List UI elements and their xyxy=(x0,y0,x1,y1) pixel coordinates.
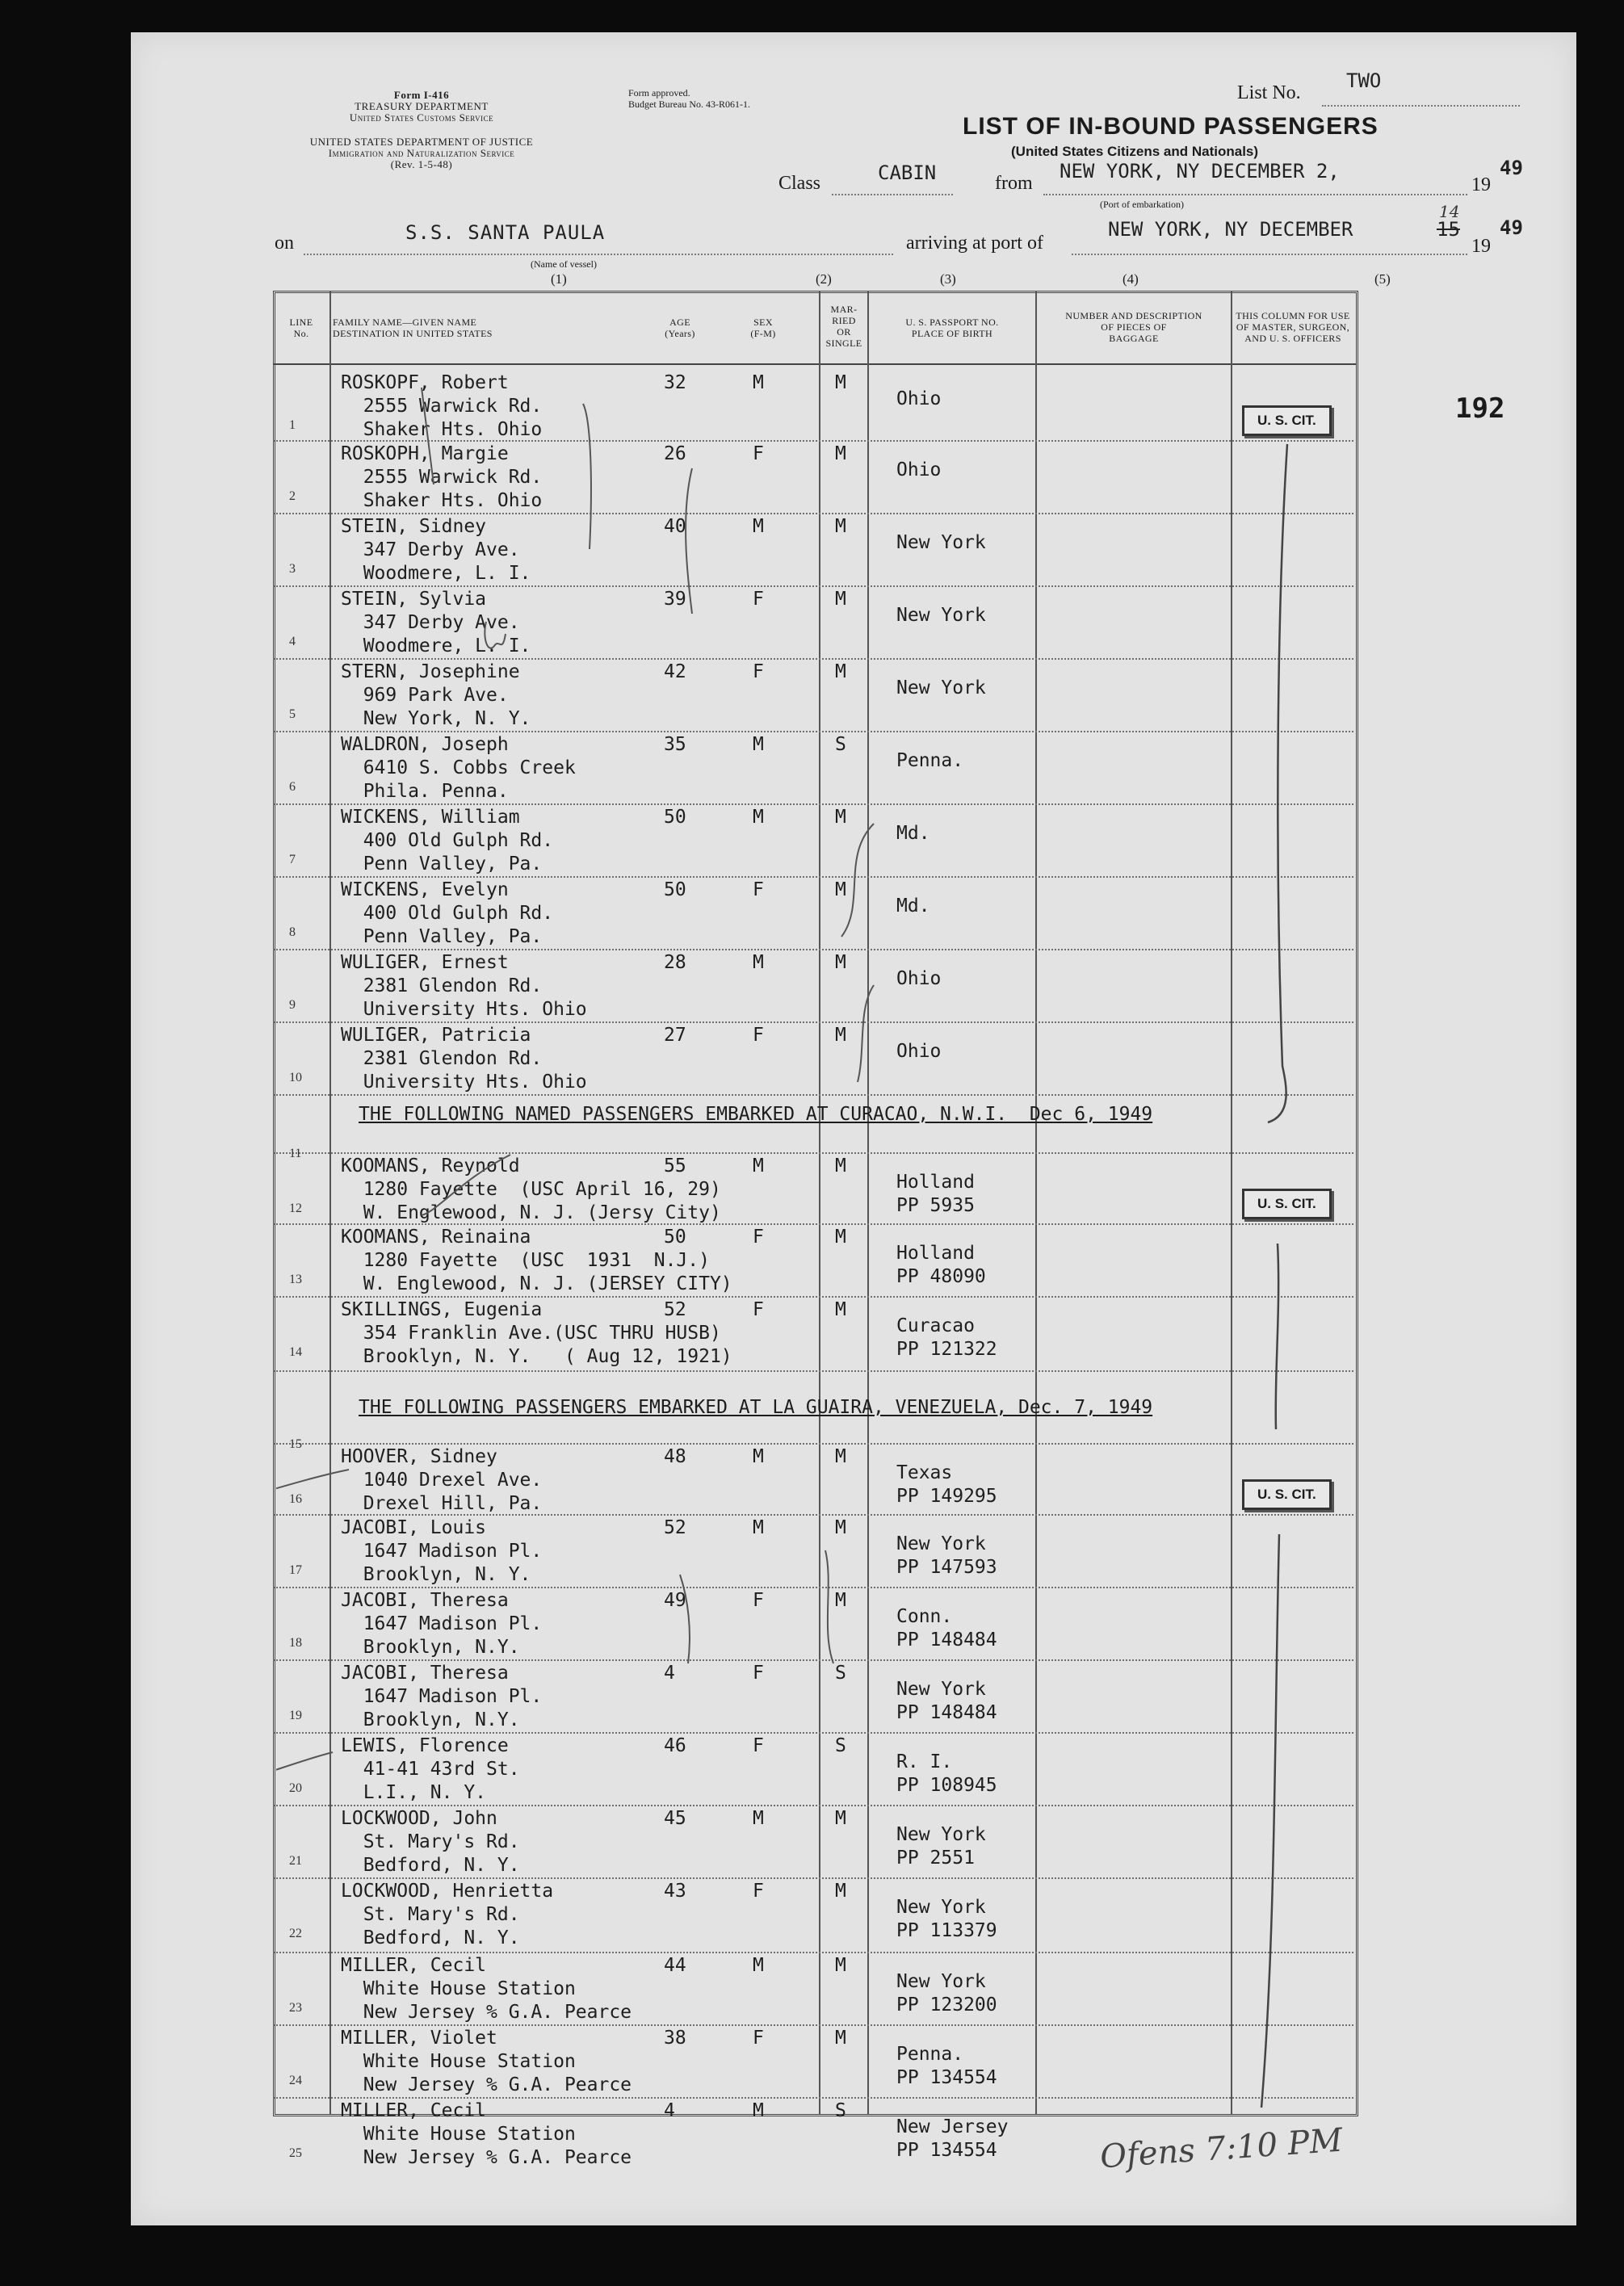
passenger-birthplace-passport: Ohio xyxy=(896,1041,942,1062)
passenger-birthplace-passport: Ohio xyxy=(896,388,942,409)
passenger-sex: F xyxy=(753,1735,764,1756)
line-number: 21 xyxy=(289,1854,302,1868)
passenger-age: 42 xyxy=(664,661,686,682)
passenger-name-address: JACOBI, Theresa 1647 Madison Pl. Brooklyn, N.Y. xyxy=(341,1663,543,1730)
embarkation-banner: THE FOLLOWING NAMED PASSENGERS EMBARKED AT CURACAO, N.W.I. Dec 6, 1949 xyxy=(359,1104,1153,1125)
year-prefix-2: 19 xyxy=(1471,236,1491,257)
passenger-birthplace-passport: New York PP 113379 xyxy=(896,1897,997,1941)
passenger-sex: F xyxy=(753,1227,764,1248)
passenger-birthplace-passport: Md. xyxy=(896,823,930,844)
passenger-birthplace-passport: Holland PP 5935 xyxy=(896,1172,975,1216)
passenger-birthplace-passport: New York PP 147593 xyxy=(896,1533,997,1578)
passenger-name-address: KOOMANS, Reynold 1280 Fayette (USC April 16, 29) W. Englewood, N. J. (Jersy City) xyxy=(341,1156,721,1223)
line-number: 12 xyxy=(289,1202,302,1215)
passenger-birthplace-passport: R. I. PP 108945 xyxy=(896,1751,997,1796)
class-label: Class xyxy=(778,173,821,194)
passenger-marital-status: S xyxy=(835,2100,846,2121)
year-value-1: 49 xyxy=(1500,157,1523,179)
passenger-age: 50 xyxy=(664,879,686,900)
passenger-sex: M xyxy=(753,2100,764,2121)
passenger-marital-status: M xyxy=(835,1808,846,1829)
passenger-age: 48 xyxy=(664,1446,686,1467)
line-number: 19 xyxy=(289,1709,302,1722)
passenger-age: 49 xyxy=(664,1590,686,1611)
passenger-name-address: WICKENS, William 400 Old Gulph Rd. Penn Valley, Pa. xyxy=(341,807,554,875)
passenger-age: 35 xyxy=(664,734,686,755)
line-number: 2 xyxy=(289,489,296,503)
col-header-married: MAR- RIED OR SINGLE xyxy=(825,304,862,349)
us-citizen-stamp: U. S. CIT. xyxy=(1242,1479,1332,1510)
line-number: 6 xyxy=(289,780,296,794)
passenger-birthplace-passport: Ohio xyxy=(896,968,942,989)
passenger-sex: M xyxy=(753,734,764,755)
passenger-name-address: MILLER, Violet White House Station New Jersey % G.A. Pearce xyxy=(341,2028,632,2095)
passenger-age: 32 xyxy=(664,372,686,393)
passenger-age: 39 xyxy=(664,589,686,610)
manifest-sheet xyxy=(131,32,1576,2225)
passenger-marital-status: S xyxy=(835,1663,846,1684)
year-value-2: 49 xyxy=(1500,216,1523,239)
passenger-marital-status: M xyxy=(835,1590,846,1611)
col-header-passport: U. S. PASSPORT NO. PLACE OF BIRTH xyxy=(905,317,999,339)
passenger-marital-status: M xyxy=(835,952,846,973)
dept-treasury: TREASURY DEPARTMENT xyxy=(355,100,489,112)
year-prefix-1: 19 xyxy=(1471,174,1491,195)
line-number: 5 xyxy=(289,707,296,721)
col-header-baggage: NUMBER AND DESCRIPTION OF PIECES OF BAGGAGE xyxy=(1065,310,1202,344)
passenger-sex: M xyxy=(753,1955,764,1976)
passenger-sex: F xyxy=(753,661,764,682)
passenger-age: 27 xyxy=(664,1025,686,1046)
document-title: LIST OF IN-BOUND PASSENGERS xyxy=(963,113,1379,140)
passenger-marital-status: M xyxy=(835,1955,846,1976)
col-header-age: AGE (Years) xyxy=(665,317,695,339)
passenger-birthplace-passport: New York xyxy=(896,605,986,626)
class-value: CABIN xyxy=(878,161,937,184)
embarkation-banner: THE FOLLOWING PASSENGERS EMBARKED AT LA GUAIRA, VENEZUELA, Dec. 7, 1949 xyxy=(359,1397,1153,1418)
passenger-birthplace-passport: Penna. PP 134554 xyxy=(896,2044,997,2088)
passenger-marital-status: M xyxy=(835,1517,846,1538)
passenger-marital-status: S xyxy=(835,734,846,755)
line-number: 9 xyxy=(289,998,296,1012)
passenger-sex: F xyxy=(753,2028,764,2049)
list-no-value: TWO xyxy=(1346,69,1382,92)
passenger-name-address: ROSKOPH, Margie 2555 Warwick Rd. Shaker Hts. Ohio xyxy=(341,443,543,511)
passenger-name-address: WULIGER, Patricia 2381 Glendon Rd. University Hts. Ohio xyxy=(341,1025,587,1093)
passenger-sex: F xyxy=(753,443,764,464)
passenger-age: 44 xyxy=(664,1955,686,1976)
passenger-name-address: KOOMANS, Reinaina 1280 Fayette (USC 1931 N.J.) W. Englewood, N. J. (JERSEY CITY) xyxy=(341,1227,732,1294)
passenger-sex: M xyxy=(753,1517,764,1538)
passenger-marital-status: S xyxy=(835,1735,846,1756)
us-citizen-stamp: U. S. CIT. xyxy=(1242,1189,1332,1219)
passenger-age: 38 xyxy=(664,2028,686,2049)
col-number-3: (3) xyxy=(940,271,956,287)
col-number-1: (1) xyxy=(551,271,567,287)
passenger-age: 40 xyxy=(664,516,686,537)
page-number: 192 xyxy=(1455,392,1505,425)
passenger-name-address: STEIN, Sidney 347 Derby Ave. Woodmere, L. I. xyxy=(341,516,531,584)
passenger-age: 28 xyxy=(664,952,686,973)
passenger-birthplace-passport: Curacao PP 121322 xyxy=(896,1315,997,1360)
passenger-sex: F xyxy=(753,1590,764,1611)
passenger-birthplace-passport: New York xyxy=(896,532,986,553)
passenger-marital-status: M xyxy=(835,1156,846,1177)
passenger-sex: M xyxy=(753,1156,764,1177)
embarkation-port: NEW YORK, NY DECEMBER 2, xyxy=(1060,160,1340,182)
passenger-marital-status: M xyxy=(835,2028,846,2049)
line-number: 24 xyxy=(289,2074,302,2087)
officer-bracket-marks xyxy=(1245,436,1342,2132)
line-number: 10 xyxy=(289,1071,302,1084)
passenger-sex: F xyxy=(753,1025,764,1046)
line-number: 7 xyxy=(289,853,296,866)
passenger-age: 45 xyxy=(664,1808,686,1829)
line-number: 11 xyxy=(289,1147,302,1160)
line-number: 4 xyxy=(289,635,296,648)
passenger-name-address: MILLER, Cecil White House Station New Jersey % G.A. Pearce xyxy=(341,1955,632,2023)
passenger-marital-status: M xyxy=(835,1227,846,1248)
passenger-birthplace-passport: Holland PP 48090 xyxy=(896,1243,986,1287)
passenger-marital-status: M xyxy=(835,589,846,610)
passenger-marital-status: M xyxy=(835,1446,846,1467)
vessel-caption: (Name of vessel) xyxy=(531,258,597,270)
passenger-name-address: WULIGER, Ernest 2381 Glendon Rd. University Hts. Ohio xyxy=(341,952,587,1020)
passenger-age: 52 xyxy=(664,1517,686,1538)
list-no-label: List No. xyxy=(1237,82,1301,103)
line-number: 8 xyxy=(289,925,296,939)
passenger-name-address: STEIN, Sylvia 347 Derby Ave. Woodmere, L. I. xyxy=(341,589,531,656)
col-header-name: FAMILY NAME—GIVEN NAME DESTINATION IN UNITED STATES xyxy=(333,317,493,339)
line-number: 20 xyxy=(289,1781,302,1795)
passenger-sex: M xyxy=(753,1808,764,1829)
passenger-name-address: JACOBI, Louis 1647 Madison Pl. Brooklyn, N. Y. xyxy=(341,1517,543,1585)
form-approved: Form approved. xyxy=(628,87,690,99)
passenger-age: 4 xyxy=(664,1663,675,1684)
passenger-birthplace-passport: New York PP 2551 xyxy=(896,1824,986,1869)
passenger-birthplace-passport: Conn. PP 148484 xyxy=(896,1606,997,1651)
document-subtitle: (United States Citizens and Nationals) xyxy=(1011,144,1259,159)
passenger-name-address: LOCKWOOD, John St. Mary's Rd. Bedford, N. Y. xyxy=(341,1808,520,1876)
passenger-birthplace-passport: Texas PP 149295 xyxy=(896,1462,997,1507)
line-number: 13 xyxy=(289,1273,302,1286)
passenger-name-address: LOCKWOOD, Henrietta St. Mary's Rd. Bedford, N. Y. xyxy=(341,1881,554,1948)
from-label: from xyxy=(995,173,1033,194)
passenger-marital-status: M xyxy=(835,443,846,464)
line-number: 17 xyxy=(289,1563,302,1577)
line-number: 15 xyxy=(289,1437,302,1451)
passenger-age: 52 xyxy=(664,1299,686,1320)
arrival-day-handwritten: 14 xyxy=(1439,202,1460,221)
line-number: 23 xyxy=(289,2001,302,2015)
passenger-age: 46 xyxy=(664,1735,686,1756)
passenger-sex: M xyxy=(753,372,764,393)
us-citizen-stamp: U. S. CIT. xyxy=(1242,405,1332,436)
passenger-sex: F xyxy=(753,589,764,610)
passenger-sex: M xyxy=(753,952,764,973)
passenger-name-address: STERN, Josephine 969 Park Ave. New York, N. Y. xyxy=(341,661,531,729)
passenger-birthplace-passport: Ohio xyxy=(896,459,942,480)
passenger-marital-status: M xyxy=(835,1299,846,1320)
passenger-name-address: MILLER, Cecil White House Station New Jersey % G.A. Pearce xyxy=(341,2100,632,2168)
passenger-sex: F xyxy=(753,1663,764,1684)
passenger-birthplace-passport: New York PP 148484 xyxy=(896,1679,997,1723)
passenger-birthplace-passport: New York PP 123200 xyxy=(896,1971,997,2015)
passenger-birthplace-passport: New Jersey PP 134554 xyxy=(896,2116,1009,2161)
handwritten-arrival-note: Ofens 7:10 PM xyxy=(1098,2121,1344,2176)
col-number-5: (5) xyxy=(1374,271,1391,287)
passenger-name-address: ROSKOPF, Robert 2555 Warwick Rd. Shaker Hts. Ohio xyxy=(341,372,543,440)
passenger-sex: M xyxy=(753,516,764,537)
passenger-marital-status: M xyxy=(835,1881,846,1902)
dept-customs: United States Customs Service xyxy=(349,111,494,124)
passenger-age: 43 xyxy=(664,1881,686,1902)
passenger-name-address: WICKENS, Evelyn 400 Old Gulph Rd. Penn Valley, Pa. xyxy=(341,879,554,947)
passenger-age: 4 xyxy=(664,2100,675,2121)
passenger-birthplace-passport: New York xyxy=(896,677,986,698)
embarkation-caption: (Port of embarkation) xyxy=(1100,199,1184,210)
form-revision: (Rev. 1-5-48) xyxy=(390,158,453,170)
line-number: 22 xyxy=(289,1927,302,1940)
form-number: Form I-416 xyxy=(393,89,450,101)
col-number-4: (4) xyxy=(1123,271,1139,287)
passenger-marital-status: M xyxy=(835,1025,846,1046)
col-number-2: (2) xyxy=(816,271,832,287)
passenger-age: 55 xyxy=(664,1156,686,1177)
passenger-sex: F xyxy=(753,1299,764,1320)
passenger-marital-status: M xyxy=(835,807,846,828)
line-number: 16 xyxy=(289,1492,302,1506)
passenger-marital-status: M xyxy=(835,372,846,393)
passenger-age: 50 xyxy=(664,807,686,828)
line-number: 18 xyxy=(289,1636,302,1650)
col-header-officers: THIS COLUMN FOR USE OF MASTER, SURGEON, AND U. S. OFFICERS xyxy=(1236,310,1350,344)
passenger-marital-status: M xyxy=(835,879,846,900)
passenger-name-address: LEWIS, Florence 41-41 43rd St. L.I., N. Y. xyxy=(341,1735,520,1803)
col-header-sex: SEX (F-M) xyxy=(750,317,776,339)
inspector-check-marks xyxy=(276,371,1084,2116)
passenger-sex: M xyxy=(753,807,764,828)
passenger-birthplace-passport: Penna. xyxy=(896,750,964,771)
passenger-sex: F xyxy=(753,1881,764,1902)
line-number: 14 xyxy=(289,1345,302,1359)
arriving-label: arriving at port of xyxy=(906,233,1043,254)
passenger-name-address: HOOVER, Sidney 1040 Drexel Ave. Drexel Hill, Pa. xyxy=(341,1446,543,1514)
passenger-marital-status: M xyxy=(835,516,846,537)
col-header-line: LINE No. xyxy=(289,317,313,339)
passenger-marital-status: M xyxy=(835,661,846,682)
line-number: 1 xyxy=(289,418,296,432)
passenger-sex: M xyxy=(753,1446,764,1467)
passenger-name-address: JACOBI, Theresa 1647 Madison Pl. Brooklyn, N.Y. xyxy=(341,1590,543,1658)
arrival-day-struck: 15 xyxy=(1437,218,1460,241)
passenger-age: 50 xyxy=(664,1227,686,1248)
passenger-name-address: WALDRON, Joseph 6410 S. Cobbs Creek Phila. Penna. xyxy=(341,734,576,802)
passenger-birthplace-passport: Md. xyxy=(896,896,930,916)
line-number: 25 xyxy=(289,2146,302,2160)
budget-bureau: Budget Bureau No. 43-R061-1. xyxy=(628,99,750,110)
passenger-sex: F xyxy=(753,879,764,900)
passenger-age: 26 xyxy=(664,443,686,464)
dept-justice: UNITED STATES DEPARTMENT OF JUSTICE xyxy=(309,136,534,148)
arrival-port: NEW YORK, NY DECEMBER xyxy=(1108,218,1353,241)
vessel-name: S.S. SANTA PAULA xyxy=(405,221,606,244)
passenger-name-address: SKILLINGS, Eugenia 354 Franklin Ave.(USC THRU HUSB) Brooklyn, N. Y. ( Aug 12, 1921) xyxy=(341,1299,732,1367)
on-label: on xyxy=(275,233,294,254)
dept-immigration: Immigration and Naturalization Service xyxy=(328,147,515,159)
line-number: 3 xyxy=(289,562,296,576)
